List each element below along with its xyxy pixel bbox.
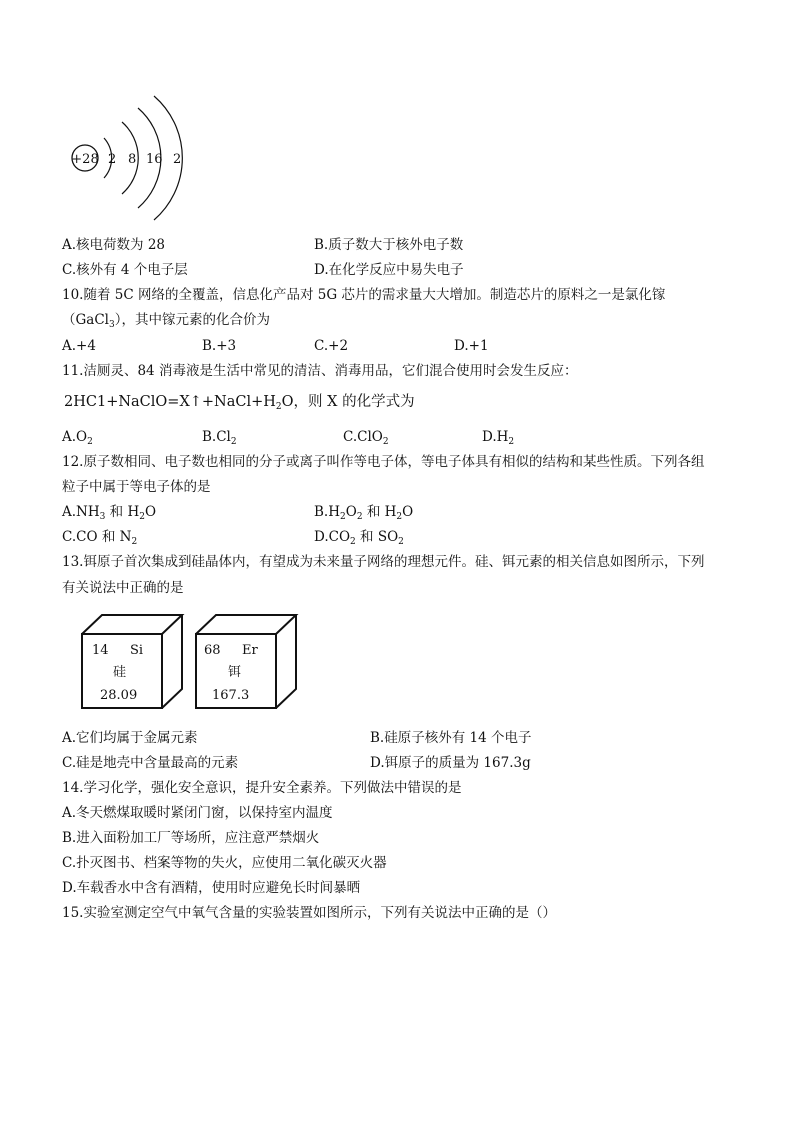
q12-stem-line2: 粒子中属于等电子体的是 bbox=[62, 479, 211, 495]
q13-stem-line2: 有关说法中正确的是 bbox=[62, 580, 184, 596]
q11-stem-line1: 11.洁厕灵、84 消毒液是生活中常见的清洁、消毒用品，它们混合使用时会发生反应： bbox=[62, 363, 578, 379]
q13-stem-line1: 13.铒原子首次集成到硅晶体内，有望成为未来量子网络的理想元件。硅、铒元素的相关信息如图所示，下列 bbox=[62, 554, 705, 570]
er-atomic-number: 68 bbox=[204, 643, 221, 658]
q9-option-d: D.在化学反应中易失电子 bbox=[314, 262, 464, 278]
shell-electrons-2: 8 bbox=[128, 152, 137, 167]
q14-option-a: A.冬天燃煤取暖时紧闭门窗，以保持室内温度 bbox=[62, 805, 333, 821]
q11-option-a: $A.O_2$ bbox=[62, 429, 93, 447]
si-symbol: Si bbox=[130, 643, 144, 658]
erbium-element-cube bbox=[194, 612, 314, 712]
q10-option-d: D.+1 bbox=[454, 338, 489, 354]
q14-option-c: C.扑灭图书、档案等物的失火，应使用二氧化碳灭火器 bbox=[62, 855, 387, 871]
shell-electrons-3: 16 bbox=[146, 152, 163, 167]
cube-top bbox=[82, 615, 182, 634]
shell-electrons-1: 2 bbox=[108, 152, 117, 167]
q11-option-b: $B.Cl_2$ bbox=[202, 429, 237, 447]
q12-stem-line1: 12.原子数相同、电子数也相同的分子或离子叫作等电子体，等电子体具有相似的结构和某些性质。下列各组 bbox=[62, 454, 705, 470]
atom-structure-diagram bbox=[60, 92, 200, 222]
q12-option-b: $B.H_2O_2$ 和 $H_2O$ bbox=[314, 504, 414, 522]
si-mass: 28.09 bbox=[100, 688, 138, 703]
silicon-element-cube bbox=[80, 612, 200, 712]
er-symbol: Er bbox=[242, 643, 258, 658]
si-atomic-number: 14 bbox=[92, 643, 109, 658]
q9-option-c: C.核外有 4 个电子层 bbox=[62, 262, 188, 278]
cube-top bbox=[196, 615, 296, 634]
er-mass: 167.3 bbox=[212, 688, 250, 703]
q10-option-a: A.+4 bbox=[62, 338, 96, 354]
q12-option-a: $A.NH_3$ 和 $H_2O$ bbox=[62, 504, 157, 522]
q11-equation: $2HC1+NaClO=X↑+NaCl+H_2O$，则 X 的化学式为 bbox=[64, 394, 415, 412]
q14-stem: 14.学习化学，强化安全意识，提升安全素养。下列做法中错误的是 bbox=[62, 780, 462, 796]
q10-stem-line1: 10.随着 5C 网络的全覆盖，信息化产品对 5G 芯片的需求量大大增加。制造芯片的原料之一是氯化镓 bbox=[62, 287, 666, 303]
q11-option-c: C.ClO$_2$ bbox=[343, 429, 389, 447]
q9-option-b: B.质子数大于核外电子数 bbox=[314, 237, 464, 253]
q9-option-a: A.核电荷数为 28 bbox=[62, 237, 166, 253]
q14-option-b: B.进入面粉加工厂等场所，应注意严禁烟火 bbox=[62, 830, 320, 846]
q10-stem-line2: （GaCl$_3$），其中镓元素的化合价为 bbox=[62, 312, 270, 330]
er-name: 铒 bbox=[228, 665, 242, 680]
q13-option-d: D.铒原子的质量为 167.3g bbox=[370, 755, 531, 771]
q10-option-c: C.+2 bbox=[314, 338, 349, 354]
q12-option-d: $D.CO_2$ 和 $SO_2$ bbox=[314, 529, 404, 547]
q13-option-a: A.它们均属于金属元素 bbox=[62, 730, 198, 746]
q14-option-d: D.车载香水中含有酒精，使用时应避免长时间暴晒 bbox=[62, 880, 361, 896]
si-name: 硅 bbox=[113, 665, 127, 680]
nucleus-charge: +28 bbox=[71, 152, 99, 167]
q15-stem: 15.实验室测定空气中氧气含量的实验装置如图所示，下列有关说法中正确的是（） bbox=[62, 905, 556, 921]
cube-side bbox=[276, 615, 296, 708]
q12-option-c: C.CO 和 $N_2$ bbox=[62, 529, 138, 547]
cube-side bbox=[162, 615, 182, 708]
shell-electrons-4: 2 bbox=[173, 152, 182, 167]
q11-option-d: $D.H_2$ bbox=[482, 429, 515, 447]
q13-option-b: B.硅原子核外有 14 个电子 bbox=[370, 730, 532, 746]
q13-option-c: C.硅是地壳中含量最高的元素 bbox=[62, 755, 239, 771]
q10-option-b: B.+3 bbox=[202, 338, 237, 354]
